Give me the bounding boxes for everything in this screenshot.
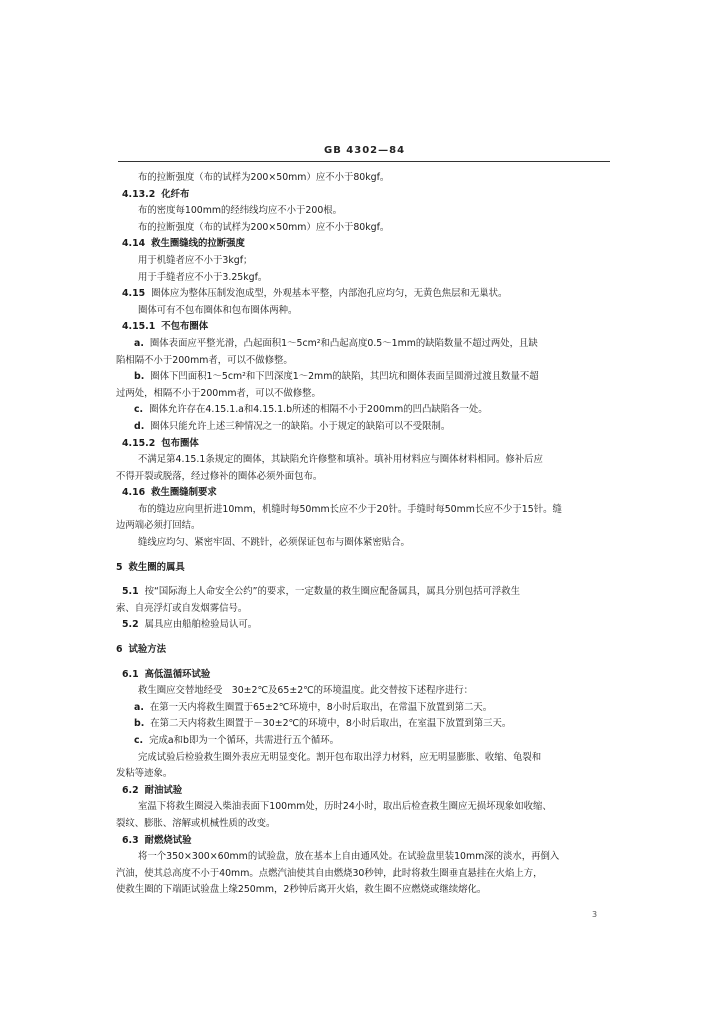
text-line [116,799,610,816]
text-line [116,187,610,204]
clause-text: 属具应由船舶检验局认可。 [144,619,258,631]
clause-text: 高低温循环试验 [144,668,211,680]
paragraph-gap [116,552,610,560]
standard-code: GB 4302—84 [324,145,406,156]
text-line [116,170,610,187]
clause-text: 陷相隔不小于200mm者，可以不做修整。 [116,354,293,366]
clause-number: 4.16 [122,487,146,499]
clause-text: 完成a和b即为一个循环，共需进行五个循环。 [149,735,339,746]
paragraph-gap [116,634,610,642]
clause-text: 圈体可有不包布圈体和包布圈体两种。 [138,304,298,316]
clause-text: 不包布圈体 [161,321,209,333]
text-line [116,783,610,800]
clause-text: 用于机缝者应不小于3kgf； [138,254,253,266]
text-line [116,253,610,270]
text-line [116,203,610,220]
clause-number: d. [134,420,145,432]
clause-number: 5.2 [122,619,139,631]
text-line [116,683,610,700]
clause-text: 布的拉断强度（布的试样为200×50mm）应不小于80kgf。 [138,221,390,233]
text-line [116,882,610,899]
clause-text: 将一个350×300×60mm的试验盘，放在基本上自由通风处。在试验盘里装10mm深的淡水，再倒入 [138,851,560,863]
header-rule [118,161,610,162]
clause-text: 发粘等迹象。 [116,768,173,780]
clause-number: 4.15.1 [122,321,156,333]
clause-text: 救生圈缝线的拉断强度 [151,238,245,250]
clause-number: b. [134,371,145,383]
text-line [116,236,610,253]
clause-text: 圈体下凹面积1～5cm²和下凹深度1～2mm的缺陷，其凹坑和圈体表面呈圆滑过渡且数量不超 [150,371,539,383]
clause-number: c. [134,404,144,416]
text-line [116,642,610,659]
text-line [116,584,610,601]
text-line [116,849,610,866]
clause-text: 耐燃烧试验 [144,834,192,846]
text-line [116,833,610,850]
text-line [116,419,610,436]
clause-number: 4.13.2 [122,188,156,200]
clause-text: 过两处，相隔不小于200mm者，可以不做修整。 [116,387,321,399]
text-line [116,270,610,287]
clause-text: 布的缝边应向里折进10mm，机缝时每50mm长应不少于20针。手缝时每50mm长应不少于15针。缝 [138,503,562,515]
clause-number: 4.15 [122,288,146,300]
clause-number: b. [134,718,145,730]
text-line [116,353,610,370]
text-line [116,220,610,237]
clause-number: 4.15.2 [122,437,156,449]
clause-text: 布的密度每100mm的经纬线均应不小于200根。 [138,205,343,217]
clause-number: a. [134,701,144,713]
clause-number: c. [134,735,144,746]
text-line [116,816,610,833]
clause-number: 6 [116,644,123,656]
text-line [116,866,610,883]
clause-text: 缝线应均匀、紧密牢固、不跳针，必须保证包布与圈体紧密贴合。 [138,537,410,549]
clause-text: 救生圈的属具 [128,561,185,573]
clause-text: 救生圈应交替地经受 30±2℃及65±2℃的环境温度。此交替按下述程序进行： [138,685,474,697]
clause-number: 5.1 [122,586,139,598]
clause-number: 6.3 [122,834,139,846]
text-line [116,336,610,353]
text-line [116,750,610,767]
clause-text: 试验方法 [128,644,167,656]
clause-text: 按“国际海上人命安全公约”的要求，一定数量的救生圈应配备属具，属具分别包括可浮救生 [144,586,520,598]
text-line [116,452,610,469]
clause-text: 化纤布 [161,188,190,200]
text-line [116,733,610,750]
clause-text: 在第二天内将救生圈置于－30±2℃的环境中，8小时后取出，在室温下放置到第三天。 [150,718,512,730]
clause-text: 圈体只能允许上述三种情况之一的缺陷。小于规定的缺陷可以不受限制。 [150,420,451,432]
text-line [116,436,610,453]
clause-text: 圈体应为整体压制发泡成型，外观基本平整，内部泡孔应均匀，无黄色焦层和无巢状。 [151,288,508,300]
text-line [116,485,610,502]
clause-text: 在第一天内将救生圈置于65±2℃环境中，8小时后取出，在常温下放置到第二天。 [149,701,493,713]
clause-text: 包布圈体 [161,437,199,449]
page-number: 3 [592,910,598,919]
clause-text: 耐油试验 [144,784,183,796]
clause-number: 5 [116,561,123,573]
clause-number: 6.1 [122,668,139,680]
text-line [116,369,610,386]
clause-text: 救生圈缝制要求 [151,487,217,499]
text-line [116,560,610,577]
text-line [116,716,610,733]
text-line [116,469,610,486]
text-line [116,766,610,783]
text-line [116,319,610,336]
clause-number: 6.2 [122,784,139,796]
text-line [116,386,610,403]
clause-text: 不满足第4.15.1条规定的圈体，其缺陷允许修整和填补。填补用材料应与圈体材料相同。修补后应 [138,454,543,466]
clause-text: 汽油，使其总高度不小于40mm。点燃汽油使其自由燃烧30秒钟，此时将救生圈垂直悬挂在火焰上方， [116,867,543,879]
clause-text: 圈体表面应平整光滑，凸起面积1～5cm²和凸起高度0.5～1mm的缺陷数量不超过两处，且缺 [149,337,538,349]
clause-text: 使救生圈的下端距试验盘上缘250mm，2秒钟后离开火焰，救生圈不应燃烧或继续熔化。 [116,884,487,896]
clause-text: 边两端必须打回结。 [116,520,201,532]
clause-text: 裂纹、膨胀、溶解或机械性质的改变。 [116,817,276,829]
paragraph-gap [116,659,610,667]
clause-text: 索、自亮浮灯或自发烟雾信号。 [116,602,248,614]
text-line [116,700,610,717]
clause-text: 圈体允许存在4.15.1.a和4.15.1.b所述的相隔不小于200mm的凹凸缺陷各一处。 [149,404,488,416]
text-line [116,303,610,320]
text-line [116,402,610,419]
text-line [116,617,610,634]
clause-text: 完成试验后检验救生圈外表应无明显变化。割开包布取出浮力材料，应无明显膨胀、收缩、龟裂和 [138,751,542,763]
clause-text: 不得开裂或脱落，经过修补的圈体必须外面包布。 [116,470,323,482]
text-line [116,601,610,618]
text-line [116,502,610,519]
text-line [116,518,610,535]
clause-number: a. [134,337,144,349]
text-line [116,286,610,303]
paragraph-gap [116,576,610,584]
clause-text: 布的拉断强度（布的试样为200×50mm）应不小于80kgf。 [138,172,390,183]
clause-text: 室温下将救生圈浸入柴油表面下100mm处，历时24小时，取出后检查救生圈应无损坏现象如收缩、 [138,801,552,813]
text-line [116,667,610,684]
clause-number: 4.14 [122,238,146,250]
text-line [116,535,610,552]
clause-text: 用于手缝者应不小于3.25kgf。 [138,271,268,283]
document-body [116,170,610,899]
